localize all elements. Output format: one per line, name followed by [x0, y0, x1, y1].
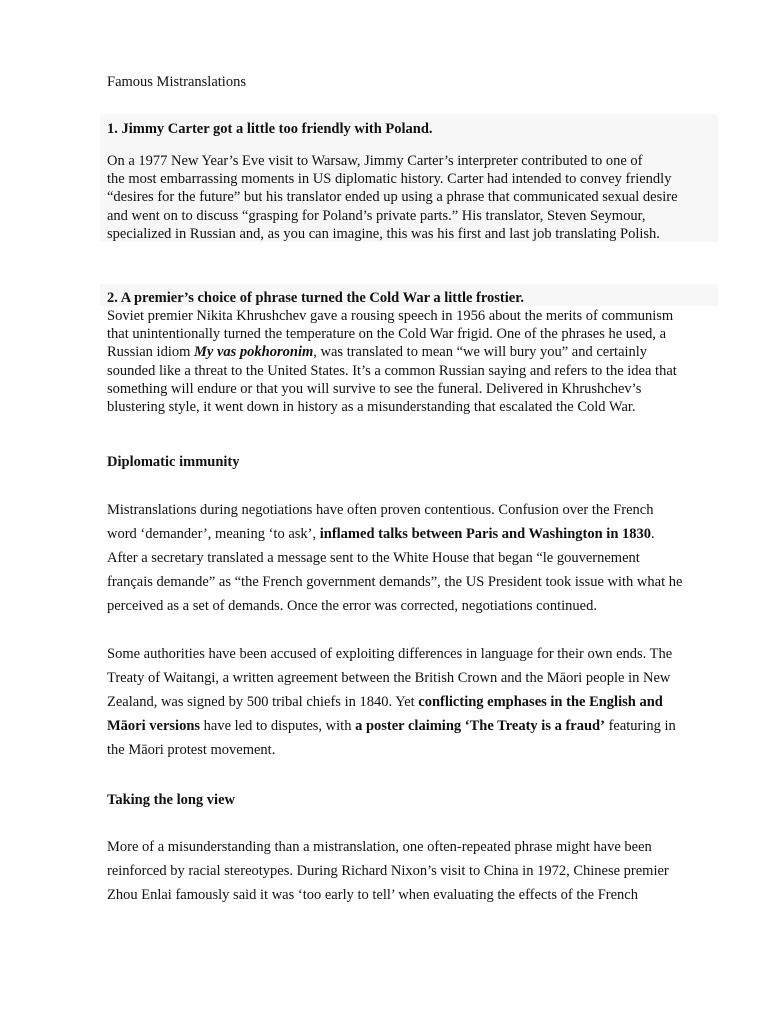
paragraph-line: Zhou Enlai famously said it was ‘too early to tell’ when evaluating the effects of the French [107, 887, 638, 903]
taking-the-long-view-heading: Taking the long view [107, 792, 235, 808]
diplomatic-immunity-heading: Diplomatic immunity [107, 454, 240, 470]
paragraph-line: Some authorities have been accused of exploiting differences in language for their own ends. The [107, 646, 673, 662]
paragraph-line: After a secretary translated a message sent to the White House that began “le gouvernement [107, 550, 640, 566]
paragraph-line: perceived as a set of demands. Once the error was corrected, negotiations continued. [107, 598, 597, 614]
diplomatic-paragraph-1 [107, 498, 719, 618]
paragraph-line: Mistranslations during negotiations have often proven contentious. Confusion over the French [107, 502, 654, 518]
paragraph-line: Treaty of Waitangi, a written agreement between the British Crown and the Māori people in New [107, 670, 671, 686]
text-run: , was translated to mean “we will bury you” and certainly [313, 344, 648, 361]
paragraph-line: More of a misunderstanding than a mistranslation, one often-repeated phrase might have been [107, 839, 652, 855]
paragraph-line [107, 522, 719, 546]
highlighted-link-text[interactable]: inflamed talks between Paris and Washington in 1830 [319, 526, 652, 542]
paragraph-line: français demande” as “the French government demands”, the US President took issue with what he [107, 574, 683, 590]
paragraph-line: sounded like a threat to the United States. It’s a common Russian saying and refers to the idea that [107, 362, 677, 379]
paragraph-line: “desires for the future” but his translator ended up using a phrase that communicated sexual desire [107, 189, 678, 206]
text-run: featuring in [604, 718, 676, 734]
section-1-heading: 1. Jimmy Carter got a little too friendly with Poland. [107, 121, 433, 137]
paragraph-line: the Māori protest movement. [107, 742, 276, 758]
text-run: have led to disputes, with [200, 718, 356, 734]
paragraph-line: reinforced by racial stereotypes. During Richard Nixon’s visit to China in 1972, Chinese premier [107, 863, 669, 879]
text-run: Russian idiom [107, 344, 195, 361]
text-run: word ‘demander’, meaning ‘to ask’, [107, 526, 320, 542]
paragraph-line: that unintentionally turned the temperature on the Cold War frigid. One of the phrases he used, a [107, 326, 667, 343]
highlighted-link-text[interactable]: Māori versions [107, 718, 201, 734]
long-view-paragraph [107, 835, 719, 907]
section-1-paragraph [107, 152, 719, 243]
text-run: . [651, 526, 655, 542]
idiom-text: My vas pokhoronim [194, 344, 314, 361]
paragraph-line: something will endure or that you will survive to see the funeral. Delivered in Khrushchev’s [107, 380, 642, 397]
paragraph-line [107, 714, 719, 738]
paragraph-line [107, 343, 719, 361]
paragraph-line [107, 690, 719, 714]
diplomatic-paragraph-2 [107, 642, 719, 762]
paragraph-line: and went on to discuss “grasping for Poland’s private parts.” His translator, Steven Seymour, [107, 207, 646, 224]
section-2-paragraph [107, 307, 719, 416]
paragraph-line: On a 1977 New Year’s Eve visit to Warsaw, Jimmy Carter’s interpreter contributed to one of [107, 153, 643, 169]
paragraph-line: specialized in Russian and, as you can imagine, this was his first and last job translating Polish. [107, 225, 660, 242]
highlighted-link-text[interactable]: conflicting emphases in the English and [418, 694, 663, 710]
highlighted-link-text[interactable]: a poster claiming ‘The Treaty is a fraud’ [355, 718, 605, 734]
document-title: Famous Mistranslations [107, 74, 246, 90]
text-run: Zealand, was signed by 500 tribal chiefs in 1840. Yet [107, 694, 419, 710]
paragraph-line: Soviet premier Nikita Khrushchev gave a rousing speech in 1956 about the merits of communism [107, 308, 674, 324]
paragraph-line: blustering style, it went down in history as a misunderstanding that escalated the Cold War. [107, 398, 636, 415]
section-2-heading: 2. A premier’s choice of phrase turned the Cold War a little frostier. [107, 290, 524, 306]
paragraph-line: the most embarrassing moments in US diplomatic history. Carter had intended to convey friendly [107, 171, 672, 188]
